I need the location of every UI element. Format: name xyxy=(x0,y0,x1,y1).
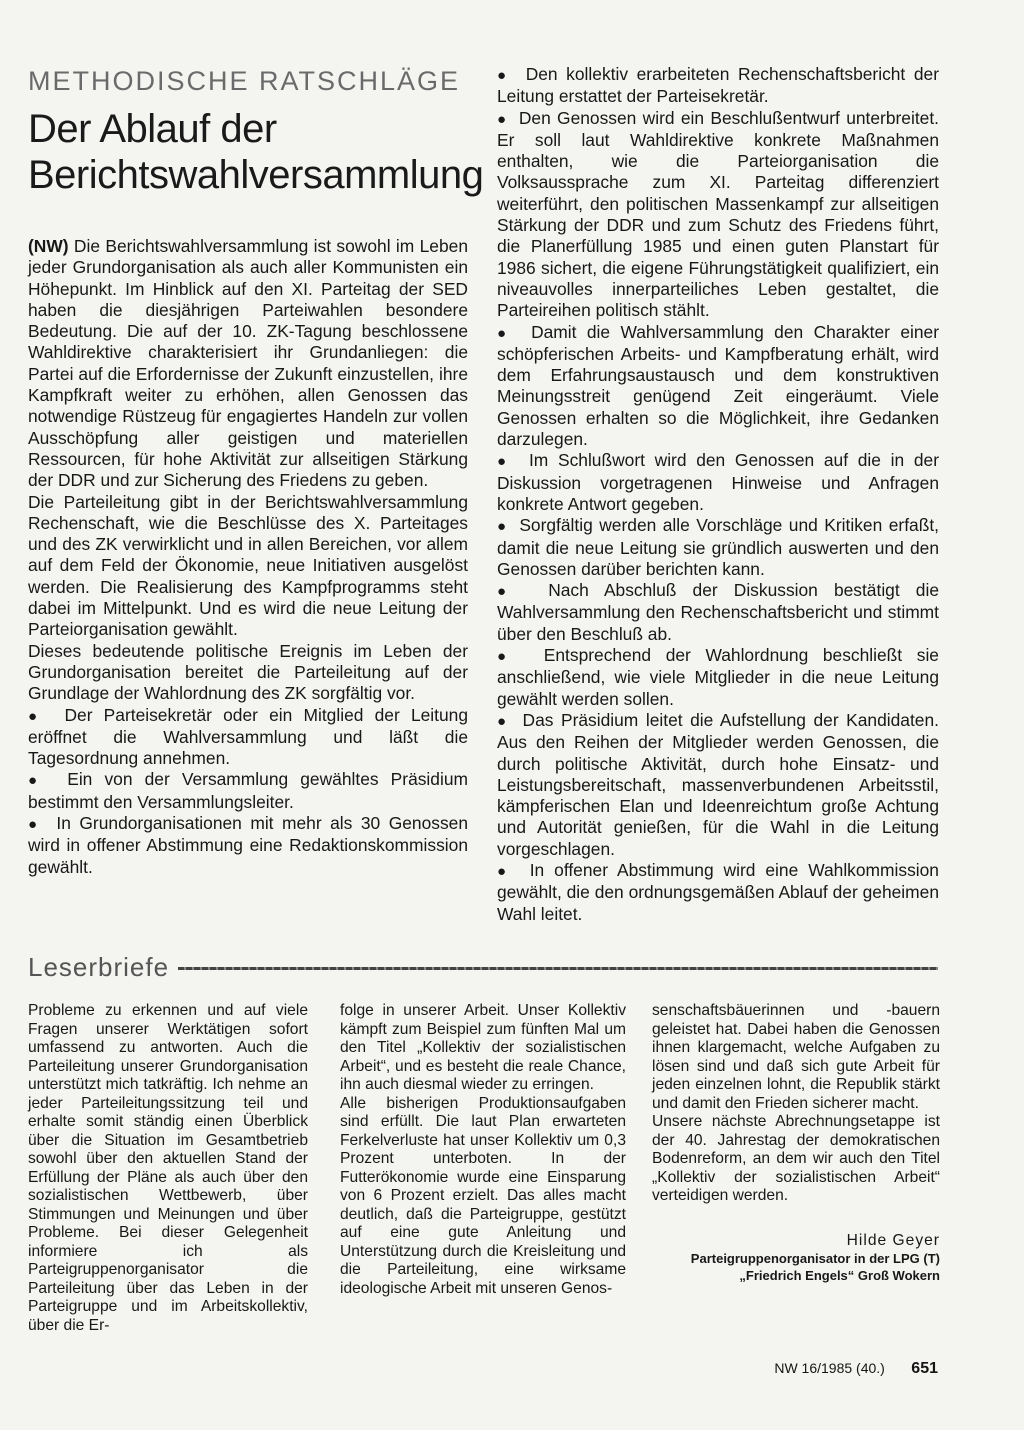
section-divider xyxy=(178,967,938,970)
paragraph-intro xyxy=(28,236,468,492)
paragraph-3: Dieses bedeutende politische Ereignis im Leben der Grundorganisation bereitet die Parteileitung auf der Grundlage der Wahlordnung des ZK sorgfältig vor. xyxy=(28,640,468,704)
author-affiliation: „Friedrich Engels“ Groß Wokern xyxy=(739,1268,940,1283)
letter-column-3 xyxy=(652,1002,940,1284)
letter-text: Unsere nächste Abrechnungsetappe ist der 40. Jahrestag der demokratischen Bodenreform, an dem wir auch den Titel „Kollektiv der sozialistischen Arbeit“ verteidigen werden. xyxy=(652,1113,940,1204)
article-left-column xyxy=(28,66,484,878)
bullet-item: ● Damit die Wahlversammlung den Charakter einer schöpferischen Arbeits- und Kampfberatung erhält, wird dem Erfahrungsaustausch und dem konstruktiven Meinungsstreit genügend Zeit eingeräumt. Viele Genossen erhalten so die Möglichkeit, ihre Gedanken darzulegen. xyxy=(497,322,939,451)
bullet-item: ● Entsprechend der Wahlordnung beschließt sie anschließend, wie viele Mitglieder in die neue Leitung gewählt werden sollen. xyxy=(497,645,939,710)
bullet-item: ● Sorgfältig werden alle Vorschläge und Kritiken erfaßt, damit die neue Leitung sie gründlich auswerten und den Genossen darüber berichten kann. xyxy=(497,515,939,580)
article-body-left xyxy=(28,236,468,878)
page-number: 651 xyxy=(911,1360,938,1377)
section-kicker: METHODISCHE RATSCHLÄGE xyxy=(28,66,461,96)
letter-signature xyxy=(652,1232,940,1285)
bullet-item: ● Ein von der Versammlung gewähltes Präsidium bestimmt den Versammlungsleiter. xyxy=(28,769,468,813)
bullet-item: ● Den kollektiv erarbeiteten Rechenschaftsbericht der Leitung erstattet der Parteisekretär. xyxy=(497,64,939,108)
paragraph-1-text: Die Berichtswahlversammlung ist sowohl im Leben jeder Grundorganisation als auch aller Kommunisten ein Höhepunkt. Im Hinblick auf den XI. Parteitag der SED haben die diesjährigen Parteiwahlen besondere Bedeutung. Die auf der 10. ZK-Tagung beschlossene Wahldirektive charakterisiert ihr Grundanliegen: die Partei auf die Erfordernisse der Zukunft einzustellen, ihre Kampfkraft weiter zu erhöhen, allen Genossen das notwendige Rüstzeug für engagiertes Handeln zur vollen Ausschöpfung aller geistigen und materiellen Ressourcen, für hohe Aktivität zur allseitigen Stärkung der DDR und zur Sicherung des Friedens zu geben. xyxy=(28,236,468,491)
letters-section-header xyxy=(28,951,938,985)
article-right-column xyxy=(497,64,939,925)
headline-line-1: Der Ablauf der xyxy=(28,107,277,151)
bullet-item: ● Im Schlußwort wird den Genossen auf die in der Diskussion vorgetragenen Hinweise und Anfragen konkrete Antwort gegeben. xyxy=(497,450,939,515)
bullet-item: ● Nach Abschluß der Diskussion bestätigt die Wahlversammlung den Rechenschaftsbericht und stimmt über den Beschluß ab. xyxy=(497,580,939,645)
issue-info: NW 16/1985 (40.) xyxy=(774,1360,885,1376)
letter-column-1 xyxy=(28,1002,308,1335)
headline-line-2: Berichtswahlversammlung xyxy=(28,153,484,197)
article-headline xyxy=(28,106,484,198)
bullet-item: ● In offener Abstimmung wird eine Wahlkommission gewählt, die den ordnungsgemäßen Ablauf der geheimen Wahl leitet. xyxy=(497,860,939,925)
page-footer xyxy=(774,1360,938,1378)
author-role: Parteigruppenorganisator in der LPG (T) xyxy=(690,1251,940,1266)
bullet-item: ● Das Präsidium leitet die Aufstellung der Kandidaten. Aus den Reihen der Mitglieder werden Genossen, die durch politische Aktivität, durch hohe Einsatz- und Leistungsbereitschaft, massenverbundenen Arbeitsstil, kämpferischen Elan und Ideenreichtum große Achtung und Autorität genießen, für die Wahl in die Leitung vorgeschlagen. xyxy=(497,710,939,860)
lead-tag: (NW) xyxy=(28,236,69,256)
bullet-item: ● Den Genossen wird ein Beschlußentwurf unterbreitet. Er soll laut Wahldirektive konkrete Maßnahmen enthalten, wie die Parteiorganisation die Volksaussprache zum XI. Parteitag differenziert weiterführt, den politischen Massenkampf zur allseitigen Stärkung der DDR und zum Schutz des Friedens führt, die Planerfüllung 1985 und einen guten Planstart für 1986 sichert, die eigene Führungstätigkeit qualifiziert, ein niveauvolles innerparteiliches Leben gestaltet, die Parteireihen politisch stählt. xyxy=(497,108,939,322)
bullet-item: ● In Grundorganisationen mit mehr als 30 Genossen wird in offener Abstimmung eine Redaktionskommission gewählt. xyxy=(28,813,468,878)
paragraph-2: Die Parteileitung gibt in der Berichtswahlversammlung Rechenschaft, wie die Beschlüsse des X. Parteitages und des ZK verwirklicht und in allen Bereichen, vor allem auf dem Feld der Ökonomie, neue Initiativen ausgelöst werden. Die Realisierung des Kampfprogramms steht dabei im Mittelpunkt. Und es wird die neue Leitung der Parteiorganisation gewählt. xyxy=(28,491,468,640)
letter-text: senschaftsbäuerinnen und -bauern geleistet hat. Dabei haben die Genossen ihnen klargemacht, welche Aufgaben zu lösen sind und daß sich gute Arbeit für jeden einzelnen lohnt, die Republik stärkt und damit den Frieden sicherer macht. xyxy=(652,1002,940,1112)
letter-text: Probleme zu erkennen und auf viele Fragen unserer Werktätigen sofort umfassend zu antworten. Auch die Parteileitung unserer Grundorganisation unterstützt mich tatkräftig. Ich nehme an jeder Parteileitungssitzung teil und erhalte somit ständig einen Überblick über die Situation im Gesamtbetrieb sowohl über den aktuellen Stand der Erfüllung der Pläne als auch über den sozialistischen Wettbewerb, über Stimmungen und Meinungen und über Probleme. Bei dieser Gelegenheit informiere ich als Parteigruppenorganisator die Parteileitung über das Leben in der Parteigruppe und im Arbeitskollektiv, über die Er- xyxy=(28,1002,308,1334)
letter-column-2 xyxy=(340,1002,626,1298)
letters-section-title: Leserbriefe xyxy=(28,952,170,982)
author-name: Hilde Geyer xyxy=(846,1231,940,1249)
letter-text: folge in unserer Arbeit. Unser Kollektiv kämpft zum Beispiel zum fünften Mal um den Titel „Kollektiv der sozialistischen Arbeit“, und es besteht die reale Chance, ihn auch diesmal wieder zu erringen. xyxy=(340,1002,626,1093)
letter-text: Alle bisherigen Produktionsaufgaben sind erfüllt. Die laut Plan erwarteten Ferkelverluste hat unser Kollektiv um 0,3 Prozent unterboten. In der Futterökonomie wurde eine Einsparung von 6 Prozent erzielt. Das alles macht deutlich, daß die Parteigruppe, gestützt auf eine gute Anleitung und Unterstützung durch die Kreisleitung und die Parteileitung, eine wirksame ideologische Arbeit mit unseren Genos- xyxy=(340,1094,626,1297)
bullet-item: ● Der Parteisekretär oder ein Mitglied der Leitung eröffnet die Wahlversammlung und läßt die Tagesordnung annehmen. xyxy=(28,705,468,770)
